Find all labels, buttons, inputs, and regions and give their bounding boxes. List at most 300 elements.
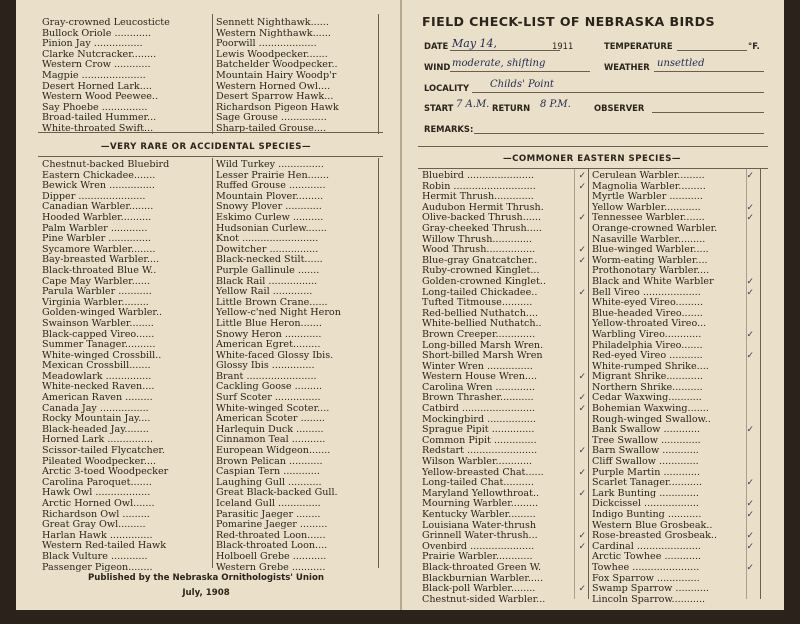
species-row [592, 499, 754, 510]
species-row [592, 341, 754, 352]
species-row [42, 435, 212, 446]
species-row [42, 520, 212, 531]
species-row [592, 319, 754, 330]
species-row [216, 563, 376, 574]
species-name: Ruby-crowned Kinglet... [422, 266, 540, 277]
species-name: Purple Gallinule ....... [216, 265, 320, 276]
species-name: Virginia Warbler......... [42, 297, 149, 308]
checkmark: ✓ [746, 562, 754, 573]
species-row [42, 531, 212, 542]
species-row [422, 531, 586, 542]
species-row [422, 203, 586, 214]
species-row [216, 382, 376, 393]
species-name: Black-poll Warbler........ [422, 584, 536, 595]
species-row [42, 92, 212, 103]
checkmark: ✓ [578, 287, 586, 298]
species-name: Blue-winged Warbler..... [592, 245, 709, 256]
species-name: Migrant Shrike............ [592, 372, 703, 383]
checkmark: ✓ [578, 181, 586, 192]
species-name: Iceland Gull .............. [216, 499, 321, 509]
species-row [216, 319, 376, 330]
species-row [42, 319, 212, 330]
species-name: Black Vulture ............ [42, 551, 148, 562]
species-name: Audubon Hermit Thrush. [422, 202, 544, 213]
species-row [422, 574, 586, 585]
species-row [592, 277, 754, 288]
temperature-unit: °F. [748, 41, 760, 51]
species-name: Arctic Towhee ............ [592, 552, 702, 563]
species-row [42, 425, 212, 436]
species-row [42, 192, 212, 203]
remarks-line [474, 133, 764, 134]
species-name: Bewick Wren ............... [42, 181, 155, 192]
species-row [422, 415, 586, 426]
species-name: Philadelphia Vireo....... [592, 340, 703, 351]
species-name: Brown Pelican ........... [216, 456, 323, 467]
species-row [42, 404, 212, 415]
species-name: Lark Bunting ............. [592, 488, 699, 499]
locality-label: LOCALITY [424, 83, 470, 93]
checkmark: ✓ [746, 287, 754, 298]
species-name: Bluebird ...................... [422, 171, 535, 181]
species-row [42, 202, 212, 213]
wind-value: moderate, shifting [452, 58, 546, 69]
species-row [42, 478, 212, 489]
checkmark: ✓ [578, 541, 586, 552]
publisher-line: Published by the Nebraska Ornithologists' Union [88, 573, 324, 583]
species-name: Barn Swallow ............ [592, 446, 699, 457]
species-row [42, 181, 212, 192]
species-row [592, 393, 754, 404]
species-row [422, 383, 586, 394]
species-name: Cackling Goose ......... [216, 382, 323, 393]
column-divider [212, 14, 213, 134]
species-name: Knot ......................... [216, 234, 319, 245]
checkmark: ✓ [746, 541, 754, 552]
species-row [422, 309, 586, 320]
species-name: Yellow-throated Vireo... [592, 319, 707, 330]
checkmark: ✓ [746, 499, 754, 510]
checkmark: ✓ [746, 478, 754, 489]
species-row [216, 531, 376, 542]
species-name: Nasaville Warbler......... [592, 234, 706, 245]
species-name: Summer Tanager.......... [42, 340, 156, 351]
species-name: Pileated Woodpecker.... [42, 456, 157, 467]
species-row [216, 404, 376, 415]
species-row [592, 330, 754, 341]
species-row [422, 192, 586, 203]
species-name: Carolina Paroquet....... [42, 477, 152, 488]
species-row [216, 92, 376, 103]
species-row [42, 18, 212, 29]
species-name: Catbird ........................ [422, 404, 536, 415]
species-name: Parasitic Jaeger ........ [216, 509, 321, 520]
check-column-rule [574, 169, 575, 599]
checkmark: ✓ [578, 213, 586, 224]
species-row [592, 404, 754, 415]
species-name: Arctic Horned Owl....... [42, 499, 155, 509]
wind-label: WIND [424, 62, 451, 72]
species-row [422, 266, 586, 277]
species-name: Great Gray Owl......... [42, 520, 146, 531]
species-row [216, 372, 376, 383]
species-row [592, 213, 754, 224]
species-name: Brown Creeper............. [422, 329, 536, 340]
species-name: Fox Sparrow .............. [592, 573, 700, 584]
species-name: White-faced Glossy Ibis. [216, 350, 334, 361]
temperature-line [677, 50, 747, 51]
check-column-rule [746, 169, 747, 599]
species-row [42, 510, 212, 521]
species-name: Passenger Pigeon........ [42, 562, 153, 573]
return-value: 8 P.M. [540, 99, 571, 110]
species-name: Red-bellied Nuthatch.... [422, 308, 539, 319]
species-row [422, 478, 586, 489]
species-row [422, 468, 586, 479]
species-row [42, 213, 212, 224]
date-value: May 14, [452, 37, 498, 50]
species-row [422, 542, 586, 553]
species-row [42, 234, 212, 245]
species-row [42, 361, 212, 372]
species-row [216, 541, 376, 552]
species-name: Robin ........................... [422, 181, 536, 192]
species-name: Wood Thrush................ [422, 245, 536, 256]
species-name: Mountain Plover......... [216, 191, 324, 202]
species-name: Short-billed Marsh Wren [422, 351, 543, 362]
column-divider [588, 169, 589, 599]
species-row [422, 595, 586, 606]
species-name: Richardson Pigeon Hawk [216, 102, 339, 113]
species-row [42, 446, 212, 457]
species-name: Yellow-c'ned Night Heron [216, 308, 341, 319]
species-name: Dowitcher ................ [216, 244, 319, 255]
species-row [42, 330, 212, 341]
species-name: Cliff Swallow ............. [592, 457, 699, 468]
species-row [42, 50, 212, 61]
species-name: Orange-crowned Warbler. [592, 223, 718, 234]
species-name: Western Wood Peewee.. [42, 92, 159, 103]
species-row [592, 510, 754, 521]
species-name: Desert Horned Lark.... [42, 81, 152, 92]
checkmark: ✓ [746, 351, 754, 362]
column-divider [212, 158, 213, 568]
species-row [42, 457, 212, 468]
species-row [42, 467, 212, 478]
species-name: Black-throated Green W. [422, 562, 542, 573]
species-name: Rocky Mountain Jay.... [42, 414, 151, 425]
species-row [422, 436, 586, 447]
species-row [42, 552, 212, 563]
species-row [592, 574, 754, 585]
temperature-label: TEMPERATURE [604, 41, 673, 51]
species-row [592, 288, 754, 299]
species-row [592, 542, 754, 553]
species-row [42, 245, 212, 256]
species-row [42, 160, 212, 171]
species-name: Red-throated Loon...... [216, 530, 326, 541]
checkmark: ✓ [578, 255, 586, 266]
species-row [592, 383, 754, 394]
species-row [42, 277, 212, 288]
species-name: Richardson Owl ......... [42, 509, 150, 520]
species-name: American Scoter ........ [216, 414, 325, 425]
species-name: Long-tailed Chickadee.. [422, 287, 538, 298]
species-row [216, 171, 376, 182]
species-row [42, 488, 212, 499]
species-row [216, 39, 376, 50]
checkmark: ✓ [578, 488, 586, 499]
species-name: White-necked Raven.... [42, 382, 155, 393]
species-name: Prothonotary Warbler.... [592, 266, 710, 277]
species-name: Willow Thrush............. [422, 234, 533, 245]
species-name: Snowy Plover ............ [216, 202, 322, 213]
species-name: Olive-backed Thrush...... [422, 213, 541, 224]
species-row [422, 213, 586, 224]
species-row [422, 425, 586, 436]
species-name: Western Nighthawk...... [216, 28, 331, 39]
species-row [592, 521, 754, 532]
checkmark: ✓ [578, 467, 586, 478]
species-row [216, 277, 376, 288]
species-name: Rough-winged Swallow.. [592, 414, 711, 425]
species-row [42, 351, 212, 362]
species-name: Black-necked Stilt...... [216, 255, 323, 266]
species-row [422, 404, 586, 415]
species-name: Bell Vireo ................... [592, 287, 701, 298]
checkmark: ✓ [578, 446, 586, 457]
species-row [216, 552, 376, 563]
species-row [592, 182, 754, 193]
species-row [42, 393, 212, 404]
year-value: 1911 [552, 41, 574, 51]
species-name: Great Black-backed Gull. [216, 488, 338, 499]
checkmark: ✓ [746, 425, 754, 436]
species-row [422, 319, 586, 330]
species-row [592, 203, 754, 214]
species-row [216, 82, 376, 93]
checkmark: ✓ [578, 584, 586, 595]
species-name: Horned Lark ............... [42, 435, 154, 446]
species-row [42, 71, 212, 82]
species-row [42, 224, 212, 235]
species-row [422, 288, 586, 299]
species-name: Caspian Tern ............ [216, 467, 320, 478]
species-row [422, 277, 586, 288]
species-name: Eskimo Curlew .......... [216, 212, 324, 223]
species-row [216, 330, 376, 341]
species-row [592, 415, 754, 426]
species-name: Indigo Bunting ........... [592, 510, 702, 520]
species-name: Harlequin Duck ......... [216, 424, 324, 435]
species-name: Western Horned Owl.... [216, 81, 331, 92]
species-row [216, 478, 376, 489]
species-name: White-throated Swift... [42, 123, 154, 134]
species-row [592, 235, 754, 246]
species-name: Western House Wren.... [422, 372, 538, 383]
checkmark: ✓ [746, 171, 754, 181]
species-name: White-winged Scoter.... [216, 403, 330, 414]
species-row [422, 330, 586, 341]
species-name: Little Blue Heron....... [216, 318, 322, 329]
rare-species-column-1 [42, 160, 212, 573]
species-row [592, 563, 754, 574]
species-row [42, 103, 212, 114]
right-page [402, 0, 784, 610]
return-label: RETURN [492, 103, 531, 113]
species-row [216, 18, 376, 29]
section-rule [418, 146, 768, 147]
eastern-species-column-2 [592, 171, 754, 605]
species-row [422, 446, 586, 457]
species-row [216, 425, 376, 436]
species-name: Redstart ....................... [422, 446, 538, 457]
checkmark: ✓ [746, 213, 754, 224]
eastern-species-heading: —COMMONER EASTERN SPECIES— [502, 154, 682, 164]
species-row [592, 266, 754, 277]
species-row [216, 234, 376, 245]
species-name: Brown Thrasher........... [422, 393, 534, 404]
species-name: Blue-headed Vireo....... [592, 308, 703, 319]
species-name: Broad-tailed Hummer... [42, 113, 157, 124]
species-row [592, 468, 754, 479]
species-name: Cape May Warbler...... [42, 276, 150, 287]
species-name: Black Rail ................ [216, 276, 318, 287]
species-name: Mexican Crossbill....... [42, 361, 151, 372]
species-row [422, 521, 586, 532]
species-row [216, 361, 376, 372]
species-row [592, 351, 754, 362]
publication-date: July, 1908 [182, 588, 230, 598]
species-name: Magnolia Warbler......... [592, 181, 706, 192]
species-name: Canada Jay ................ [42, 403, 149, 414]
section-rule [418, 168, 768, 169]
species-row [216, 29, 376, 40]
species-name: Clarke Nutcracker........ [42, 49, 157, 60]
species-name: Carolina Wren ............. [422, 382, 536, 393]
species-name: White-winged Crossbill.. [42, 350, 162, 361]
species-row [422, 224, 586, 235]
species-name: Northern Shrike.......... [592, 382, 703, 393]
species-name: Bay-breasted Warbler.... [42, 255, 160, 266]
species-name: Gray-cheeked Thrush..... [422, 223, 542, 234]
species-row [592, 584, 754, 595]
species-row [216, 213, 376, 224]
species-name: Cerulean Warbler......... [592, 171, 705, 181]
species-row [216, 351, 376, 362]
species-name: White-eyed Vireo......... [592, 298, 703, 309]
species-row [42, 171, 212, 182]
species-name: Say Phoebe ............... [42, 102, 148, 113]
species-row [422, 245, 586, 256]
species-row [592, 552, 754, 563]
species-name: Pomarine Jaeger ......... [216, 520, 328, 531]
weather-label: WEATHER [604, 62, 650, 72]
species-name: Snowy Heron ............ [216, 329, 322, 340]
species-name: Canadian Warbler........ [42, 202, 154, 213]
species-name: Black-throated Loon.... [216, 541, 328, 552]
species-row [592, 478, 754, 489]
species-row [216, 435, 376, 446]
species-row [592, 245, 754, 256]
species-name: Blackburnian Warbler..... [422, 573, 544, 584]
species-row [422, 351, 586, 362]
species-row [42, 113, 212, 124]
species-name: Sage Grouse ............... [216, 113, 327, 124]
top-species-column-1 [42, 18, 212, 135]
rare-species-column-2 [216, 160, 376, 573]
species-row [592, 298, 754, 309]
species-row [216, 113, 376, 124]
species-name: Maryland Yellowthroat.. [422, 488, 540, 499]
species-name: Sharp-tailed Grouse.... [216, 123, 327, 134]
species-name: Black and White Warbler [592, 276, 714, 287]
species-row [592, 224, 754, 235]
species-row [42, 29, 212, 40]
species-name: Glossy Ibis .............. [216, 361, 315, 372]
species-row [216, 446, 376, 457]
species-row [216, 224, 376, 235]
species-row [422, 584, 586, 595]
species-name: Black-headed Jay........ [42, 424, 149, 435]
species-name: Batchelder Woodpecker.. [216, 60, 338, 71]
species-row [422, 393, 586, 404]
species-name: Cedar Waxwing........... [592, 393, 702, 404]
species-row [216, 245, 376, 256]
species-row [422, 552, 586, 563]
species-row [592, 489, 754, 500]
species-name: Swainson Warbler........ [42, 318, 154, 329]
species-name: Kentucky Warbler......... [422, 510, 536, 520]
species-name: Chestnut-backed Bluebird [42, 160, 170, 170]
species-name: Parula Warbler ........... [42, 287, 152, 298]
species-name: Sycamore Warbler........ [42, 244, 156, 255]
species-name: Gray-crowned Leucosticte [42, 18, 170, 28]
species-name: Yellow Rail ............. [216, 287, 313, 298]
species-row [42, 499, 212, 510]
species-row [216, 393, 376, 404]
species-row [216, 266, 376, 277]
species-row [422, 298, 586, 309]
species-name: Dipper ...................... [42, 191, 146, 202]
species-name: Chestnut-sided Warbler... [422, 594, 546, 605]
species-row [422, 235, 586, 246]
species-name: Hermit Thrush............. [422, 192, 534, 203]
species-name: Golden-winged Warbler.. [42, 308, 163, 319]
species-name: Arctic 3-toed Woodpecker [42, 467, 169, 478]
species-row [42, 372, 212, 383]
top-species-column-2 [216, 18, 376, 135]
locality-line [472, 92, 764, 93]
species-row [216, 103, 376, 114]
wind-line [450, 71, 590, 72]
species-row [422, 510, 586, 521]
species-row [422, 563, 586, 574]
weather-value: unsettled [657, 58, 705, 69]
species-name: Purple Martin ............ [592, 467, 701, 478]
checkmark: ✓ [578, 531, 586, 542]
species-row [216, 467, 376, 478]
species-row [216, 499, 376, 510]
species-row [592, 372, 754, 383]
section-rule [38, 156, 383, 157]
species-row [42, 60, 212, 71]
species-name: Wilson Warbler............ [422, 457, 533, 468]
species-row [216, 255, 376, 266]
observer-line [652, 112, 764, 113]
species-name: Tennessee Warbler....... [592, 213, 705, 224]
species-name: Brant ....................... [216, 371, 317, 382]
